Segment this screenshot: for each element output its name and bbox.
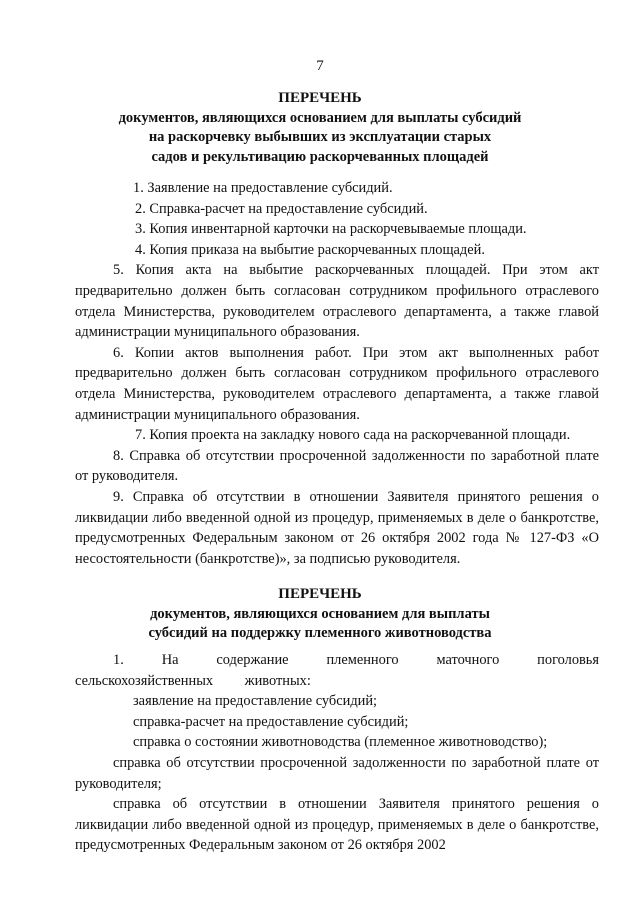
list-item: 2. Справка-расчет на предоставление субсидий. — [135, 200, 428, 217]
document-list — [75, 178, 599, 569]
list-item: справка-расчет на предоставление субсидий; — [133, 713, 409, 730]
section-title: ПЕРЕЧЕНЬ — [278, 90, 362, 106]
list-item: 1. На содержание племенного маточного поголовья сельскохозяйственных животных: — [75, 652, 599, 689]
document-list — [75, 650, 599, 856]
list-item: 1. Заявление на предоставление субсидий. — [133, 180, 393, 196]
list-item: 4. Копия приказа на выбытие раскорчеванных площадей. — [135, 241, 485, 258]
section-subtitle-line: субсидий на поддержку племенного животноводства — [148, 625, 492, 641]
section-subtitle-line: документов, являющихся основанием для выплаты субсидий — [118, 109, 522, 126]
section-heading — [0, 585, 640, 644]
section-heading — [0, 89, 640, 167]
section-title: ПЕРЕЧЕНЬ — [278, 586, 362, 602]
list-item: 8. Справка об отсутствии просроченной задолженности по заработной плате от руководителя. — [75, 447, 599, 485]
section-subtitle-line: садов и рекультивацию раскорчеванных площадей — [151, 148, 489, 165]
list-item: справка о состоянии животноводства (племенное животноводство); — [133, 734, 548, 751]
list-item: 5. Копия акта на выбытие раскорчеванных площадей. При этом акт предварительно должен быть согласован сотрудником профильного отраслевого отдела Министерства, руководителем отраслевого департамента, а также главой администрации муниципального образования. — [75, 262, 599, 341]
list-item: 3. Копия инвентарной карточки на раскорчевываемые площади. — [135, 221, 527, 238]
list-item: справка об отсутствии просроченной задолженности по заработной плате от руководителя; — [75, 754, 599, 792]
list-item: заявление на предоставление субсидий; — [133, 693, 378, 710]
list-item: 7. Копия проекта на закладку нового сада на раскорчеванной площади. — [135, 427, 571, 444]
list-item: 6. Копии актов выполнения работ. При этом акт выполненных работ предварительно должен быть согласован сотрудником профильного отраслевого отдела Министерства, руководителем отраслевого департамента, а также главой администрации муниципального образования. — [75, 344, 599, 423]
list-item: справка об отсутствии в отношении Заявителя принятого решения о ликвидации либо введенной одной из процедур, применяемых в деле о банкротстве, предусмотренных Федеральным законом от 26 октября 2002 — [75, 796, 599, 854]
page-number: 7 — [316, 58, 324, 74]
section-subtitle-line: документов, являющихся основанием для выплаты — [150, 605, 490, 622]
section-subtitle-line: на раскорчевку выбывших из эксплуатации старых — [148, 129, 492, 145]
list-item: 9. Справка об отсутствии в отношении Заявителя принятого решения о ликвидации либо введенной одной из процедур, применяемых в деле о банкротстве, предусмотренных Федеральным законом от 26 октября 2002 года № 127-ФЗ «О несостоятельности (банкротстве)», за подписью руководителя. — [75, 488, 599, 567]
